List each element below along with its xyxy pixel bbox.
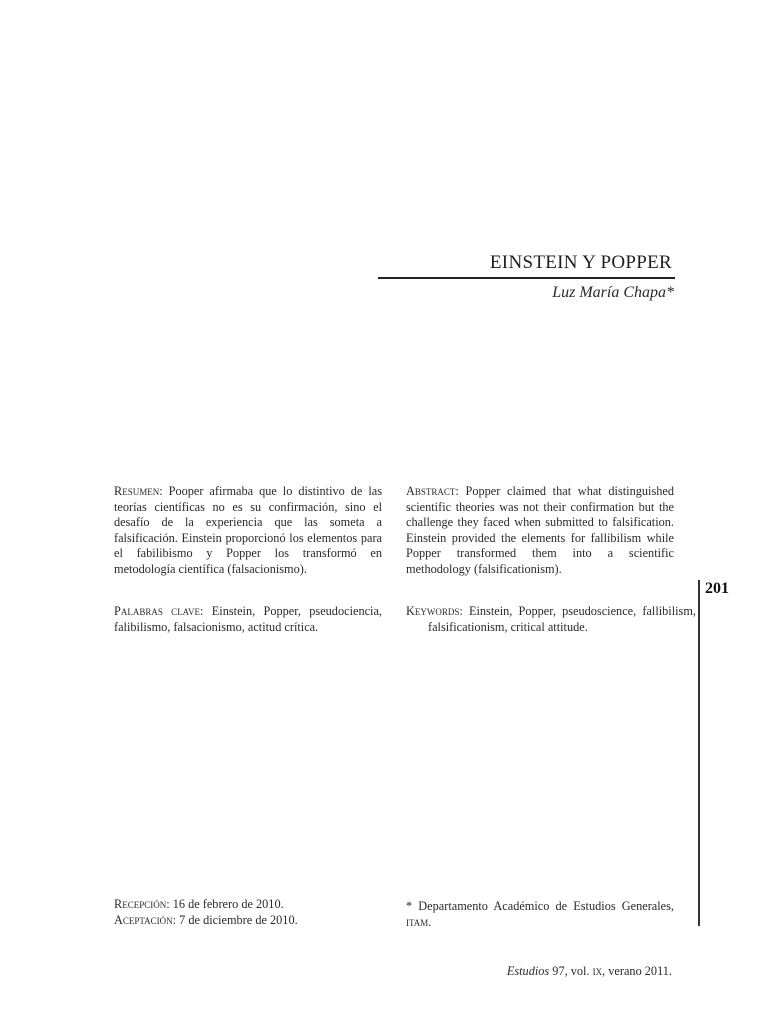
abstract-label: Abstract:: [406, 484, 459, 498]
affiliation-text: * Departamento Académico de Estudios Generales,: [406, 899, 674, 913]
affiliation-inst: itam: [406, 914, 429, 929]
journal-issue: 97, vol.: [549, 964, 593, 978]
affiliation-end: .: [428, 914, 432, 929]
abstract-text: Popper claimed that what distinguished scientific theories was not their confirmation but the challenge they faced when submitted to falsification. Einstein provided the elements for fallibilism while Popper transformed them into a scientific methodology (falsificationism).: [406, 484, 674, 576]
abstract-block: [406, 484, 674, 578]
keywords-block: [406, 604, 696, 635]
keywords-text: Einstein, Popper, pseudoscience, fallibilism, falsificationism, critical attitude.: [428, 604, 696, 634]
article-title: EINSTEIN Y POPPER: [489, 252, 672, 273]
resumen-label: Resumen:: [114, 484, 163, 498]
aceptacion-line: [114, 913, 382, 929]
journal-name: Estudios: [506, 964, 550, 978]
palabras-clave-text: Einstein, Popper, pseudociencia, falibilismo, falsacionismo, actitud crítica.: [114, 604, 382, 634]
affiliation-note: [406, 899, 674, 930]
title-rule: [378, 277, 675, 279]
recepcion-date: 16 de febrero de 2010.: [172, 897, 284, 911]
keywords-label: Keywords:: [406, 604, 463, 618]
palabras-clave-block: [114, 604, 382, 635]
recepcion-label: Recepción:: [114, 897, 170, 911]
page-number: 201: [705, 580, 729, 597]
author-name: Luz María Chapa*: [552, 284, 674, 301]
aceptacion-label: Aceptación:: [114, 913, 177, 927]
palabras-clave-label: Palabras clave:: [114, 604, 204, 618]
journal-footer: [507, 964, 672, 979]
resumen-block: [114, 484, 382, 578]
resumen-text: Pooper afirmaba que lo distintivo de las teorías científicas no es su confirmación, sino el desafío de la experiencia que las someta a falsificación. Einstein proporcionó los elementos para el fabilibismo y Popper los transformó en metodología científica (falsacionismo).: [114, 484, 383, 576]
recepcion-line: [114, 897, 382, 913]
aceptacion-date: 7 de diciembre de 2010.: [179, 913, 298, 927]
journal-season: , verano 2011.: [602, 964, 672, 978]
journal-volume: ix: [592, 964, 603, 978]
margin-rule: [698, 580, 700, 926]
